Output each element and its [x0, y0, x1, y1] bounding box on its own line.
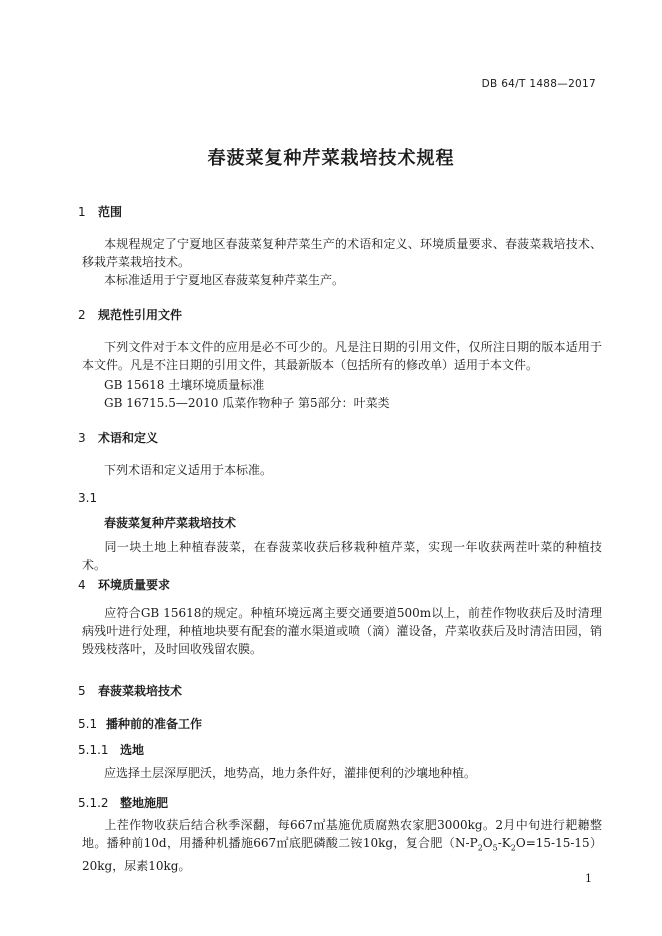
section-title: 选地 [120, 743, 145, 757]
section-4-heading [78, 576, 170, 593]
term-definition: 同一块土地上种植春菠菜，在春菠菜收获后移栽种植芹菜，实现一年收获两茬叶菜的种植技术。 [82, 540, 602, 572]
section-5-1-1-paragraph: 应选择土层深厚肥沃，地势高，地力条件好，灌排便利的沙壤地种植。 [104, 766, 477, 780]
section-title: 范围 [98, 205, 123, 219]
section-1-paragraph-1: 本规程规定了宁夏地区春菠菜复种芹菜生产的术语和定义、环境质量要求、春菠菜栽培技术、移栽芹菜栽培技术。 [82, 237, 602, 269]
standard-code: DB 64/T 1488—2017 [481, 78, 596, 90]
term-number: 3.1 [78, 491, 98, 505]
section-2-paragraph-1: 下列文件对于本文件的应用是必不可少的。凡是注日期的引用文件，仅所注日期的版本适用于本文件。凡是不注日期的引用文件，其最新版本（包括所有的修改单）适用于本文件。 [82, 340, 602, 372]
section-1-heading [78, 203, 122, 220]
section-5-1-1-heading [78, 741, 144, 758]
section-1-paragraph-2: 本标准适用于宁夏地区春菠菜复种芹菜生产。 [104, 273, 345, 287]
section-number: 5.1 [78, 717, 98, 731]
section-number: 2 [78, 308, 86, 322]
section-3-heading [78, 429, 158, 446]
section-5-1-2-heading [78, 794, 168, 811]
section-title: 春菠菜栽培技术 [98, 684, 183, 698]
page-number: 1 [585, 872, 592, 885]
section-2-heading [78, 306, 182, 323]
section-number: 5.1.2 [78, 796, 109, 810]
section-title: 术语和定义 [98, 431, 159, 445]
document-title: 春菠菜复种芹菜栽培技术规程 [207, 148, 455, 169]
section-4-paragraph-1: 应符合GB 15618的规定。种植环境远离主要交通要道500m以上，前茬作物收获后及时清理病残叶进行处理，种植地块要有配套的灌水渠道或喷（滴）灌设备，芹菜收获后及时清洁田园，销毁残枝落叶，及时回收残留农膜。 [82, 606, 602, 656]
section-5-1-2-paragraph: 上茬作物收获后结合秋季深翻，每667㎡基施优质腐熟农家肥3000kg。2月中旬进行耙耱整地。播种前10d，用播种机播施667㎡底肥磷酸二铵10kg，复合肥$(N-P_2O_5-K_2O=15-15-15)20kg$，尿素10kg。 [82, 818, 603, 874]
reference-gb15618: GB 15618 土壤环境质量标准 [104, 378, 265, 392]
section-5-heading [78, 682, 182, 699]
section-number: 1 [78, 205, 86, 219]
section-number: 4 [78, 578, 86, 592]
section-title: 整地施肥 [120, 796, 169, 810]
section-5-1-heading [78, 715, 202, 732]
section-title: 规范性引用文件 [98, 308, 183, 322]
section-title: 环境质量要求 [98, 578, 171, 592]
section-number: 5 [78, 684, 86, 698]
section-number: 3 [78, 431, 86, 445]
section-title: 播种前的准备工作 [106, 717, 203, 731]
section-number: 5.1.1 [78, 743, 109, 757]
section-3-paragraph-1: 下列术语和定义适用于本标准。 [104, 463, 273, 477]
term-name: 春菠菜复种芹菜栽培技术 [104, 516, 237, 530]
reference-gb16715: GB 16715.5—2010 瓜菜作物种子 第5部分：叶菜类 [104, 396, 390, 410]
